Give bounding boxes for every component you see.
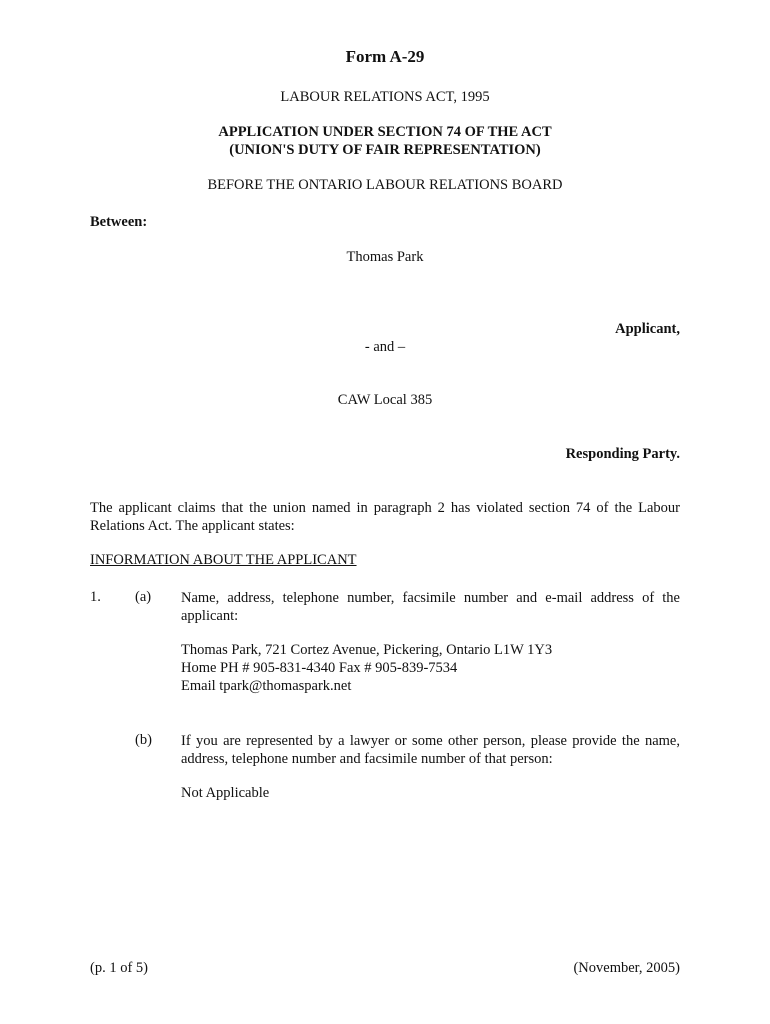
applicant-address: Thomas Park, 721 Cortez Avenue, Pickering, Ontario L1W 1Y3 <box>181 642 553 658</box>
form-date: (November, 2005) <box>573 960 680 976</box>
part-b-label: (b) <box>135 732 152 748</box>
item-number: 1. <box>90 589 101 605</box>
page-number: (p. 1 of 5) <box>90 960 148 976</box>
part-a-label: (a) <box>135 589 152 605</box>
applicant-label: Applicant, <box>615 321 680 337</box>
responding-party-name: CAW Local 385 <box>337 392 433 408</box>
part-b-answer: Not Applicable <box>181 785 270 801</box>
and-separator: - and – <box>364 339 406 355</box>
between-label: Between: <box>90 214 148 230</box>
applicant-email: Email tpark@thomaspark.net <box>181 678 352 694</box>
board-title: BEFORE THE ONTARIO LABOUR RELATIONS BOARD <box>207 177 563 193</box>
applicant-phone-fax: Home PH # 905-831-4340 Fax # 905-839-7534 <box>181 660 458 676</box>
intro-paragraph: The applicant claims that the union named in paragraph 2 has violated section 74 of the Labour Relations Act. The applicant states: <box>90 500 680 534</box>
part-b-question: If you are represented by a lawyer or some other person, please provide the name, address, telephone number and facsimile number of that person: <box>181 733 680 767</box>
act-title: LABOUR RELATIONS ACT, 1995 <box>280 89 490 105</box>
responding-party-label: Responding Party. <box>565 446 680 462</box>
part-a-question: Name, address, telephone number, facsimile number and e-mail address of the applicant: <box>181 590 680 624</box>
application-title-line2: (UNION'S DUTY OF FAIR REPRESENTATION) <box>229 142 541 158</box>
section-heading: INFORMATION ABOUT THE APPLICANT <box>90 552 357 568</box>
form-title: Form A-29 <box>345 47 425 66</box>
applicant-name: Thomas Park <box>346 249 424 265</box>
application-title-line1: APPLICATION UNDER SECTION 74 OF THE ACT <box>218 124 552 140</box>
